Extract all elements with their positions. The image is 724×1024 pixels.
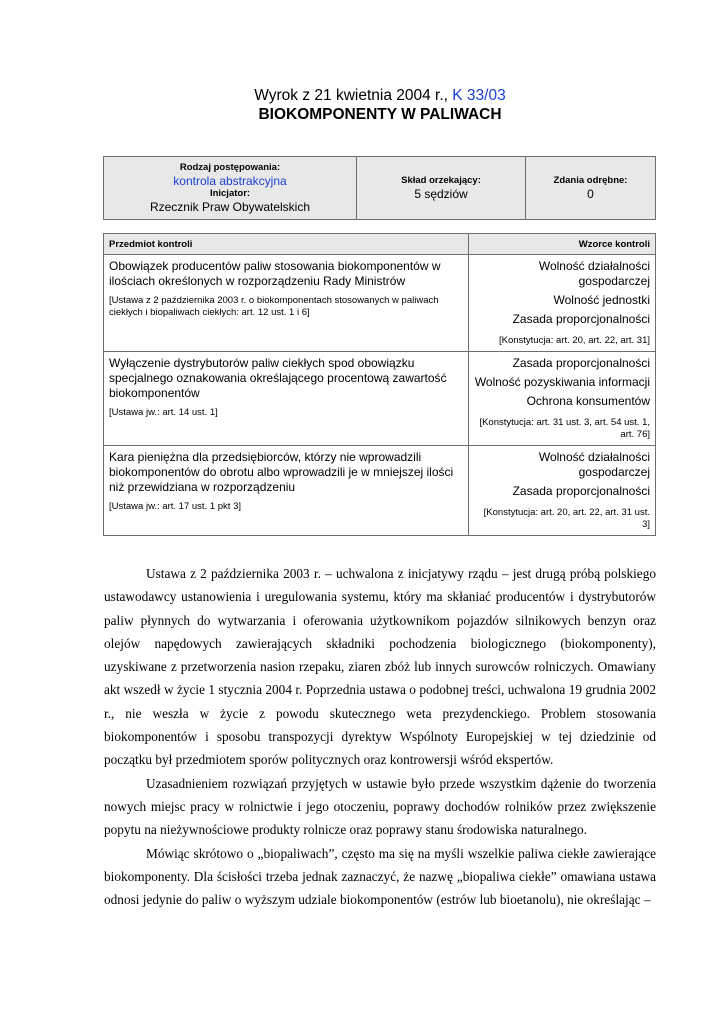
bench-label: Skład orzekający: [401, 175, 481, 186]
dissent-value: 0 [587, 187, 594, 201]
patterns-cell [469, 352, 656, 446]
document-title [0, 86, 724, 124]
paragraph: Ustawa z 2 października 2003 r. – uchwalona z inicjatywy rządu – jest drugą próbą polskiego ustawodawcy ustanowienia i uregulowania systemu, który ma skłaniać producentów i dystrybutorów paliw płynnych do wytwarzania i oferowania użytkownikom pojazdów silnikowych benzyn oraz olejów napędowych zawierających składniki pochodzenia biologicznego (biokomponenty), uzyskiwane z przetworzenia nasion rzepaku, ziaren zbóż lub innych surowców rolniczych. Omawiany akt wszedł w życie 1 stycznia 2004 r. Poprzednia ustawa o podobnej treści, uchwalona 19 grudnia 2002 r., nie weszła w życie z powodu skutecznego weta prezydenckiego. Problem stosowania biokomponentów i sposobu transpozycji dyrektyw Wspólnoty Europejskiej w tej dziedzinie od początku był przedmiotem sporów politycznych oraz kontrowersji wśród ekspertów. [104, 566, 656, 768]
subject-text: Wyłączenie dystrybutorów paliw ciekłych spod obowiązku specjalnego oznakowania określającego procentową zawartość biokomponentów [109, 356, 447, 400]
subject-cell [104, 446, 469, 536]
subject-header: Przedmiot kontroli [104, 234, 469, 255]
paragraph: Uzasadnieniem rozwiązań przyjętych w ustawie było przede wszystkim dążenie do tworzenia nowych miejsc pracy w rolnictwie i jego otoczeniu, poprawy dochodów rolników przez zwiększenie popytu na nieżywnościowe produkty rolnicze oraz poprawy stanu środowiska naturalnego. [104, 775, 656, 838]
subject-ref: [Ustawa jw.: art. 17 ust. 1 pkt 3] [109, 501, 242, 512]
patterns-ref: [Konstytucja: art. 31 ust. 3, art. 54 ust. 1, art. 76] [479, 417, 650, 440]
patterns-header: Wzorce kontroli [469, 234, 656, 255]
initiator-value: Rzecznik Praw Obywatelskich [149, 200, 311, 214]
procedure-type-link[interactable]: kontrola abstrakcyjna [173, 174, 287, 188]
pattern-item: Zasada proporcjonalności [512, 356, 650, 370]
patterns-cell [469, 446, 656, 536]
patterns-cell [469, 255, 656, 352]
bench-cell [357, 157, 526, 220]
control-table-header [104, 234, 656, 255]
case-number-link[interactable]: K 33/03 [452, 87, 506, 104]
table-row [104, 255, 656, 352]
dissent-cell [526, 157, 656, 220]
table-row [104, 446, 656, 536]
paragraph: Mówiąc skrótowo o „biopaliwach”, często ma się na myśli wszelkie paliwa ciekłe zawierające biokomponenty. Dla ścisłości trzeba jednak zaznaczyć, że nazwę „biopaliwa ciekłe” omawiana ustawa odnosi jedynie do paliw o wyższym udziale biokomponentów (estrów lub bioetanolu), nie określając – [104, 845, 656, 908]
subject-ref: [Ustawa z 2 października 2003 r. o biokomponentach stosowanych w paliwach ciekłych i biopaliwach ciekłych: art. 12 ust. 1 i 6] [109, 295, 439, 318]
pattern-item: Wolność jednostki [553, 293, 650, 307]
pattern-item: Ochrona konsumentów [526, 394, 650, 408]
pattern-item: Zasada proporcjonalności [512, 312, 650, 326]
subject-cell [104, 352, 469, 446]
judgment-date: Wyrok z 21 kwietnia 2004 r., [254, 87, 453, 104]
initiator-label: Inicjator: [209, 188, 251, 199]
subject-text: Kara pieniężna dla przedsiębiorców, którzy nie wprowadzili biokomponentów do obrotu albo wprowadzili je w mniejszej ilości niż przewidziana w rozporządzeniu [109, 450, 454, 494]
patterns-ref: [Konstytucja: art. 20, art. 22, art. 31 ust. 3] [483, 507, 650, 530]
subject-text: Obowiązek producentów paliw stosowania biokomponentów w ilościach określonych w rozporządzeniu Rady Ministrów [109, 259, 441, 288]
procedure-type-cell [104, 157, 357, 220]
subject-ref: [Ustawa jw.: art. 14 ust. 1] [109, 407, 218, 418]
patterns-ref: [Konstytucja: art. 20, art. 22, art. 31] [498, 335, 650, 346]
bench-value: 5 sędziów [414, 187, 468, 201]
procedure-type-label: Rodzaj postępowania: [179, 162, 281, 173]
pattern-item: Zasada proporcjonalności [512, 484, 650, 498]
pattern-item: Wolność działalności gospodarczej [538, 450, 650, 479]
body-text [104, 562, 656, 911]
judgment-title [0, 86, 724, 105]
pattern-item: Wolność pozyskiwania informacji [474, 375, 650, 389]
control-table [103, 233, 656, 536]
dissent-label: Zdania odrębne: [553, 175, 628, 186]
table-row [104, 352, 656, 446]
subject-cell [104, 255, 469, 352]
pattern-item: Wolność działalności gospodarczej [538, 259, 650, 288]
judgment-subject: BIOKOMPONENTY W PALIWACH [258, 106, 502, 123]
procedure-info-table [103, 156, 656, 220]
